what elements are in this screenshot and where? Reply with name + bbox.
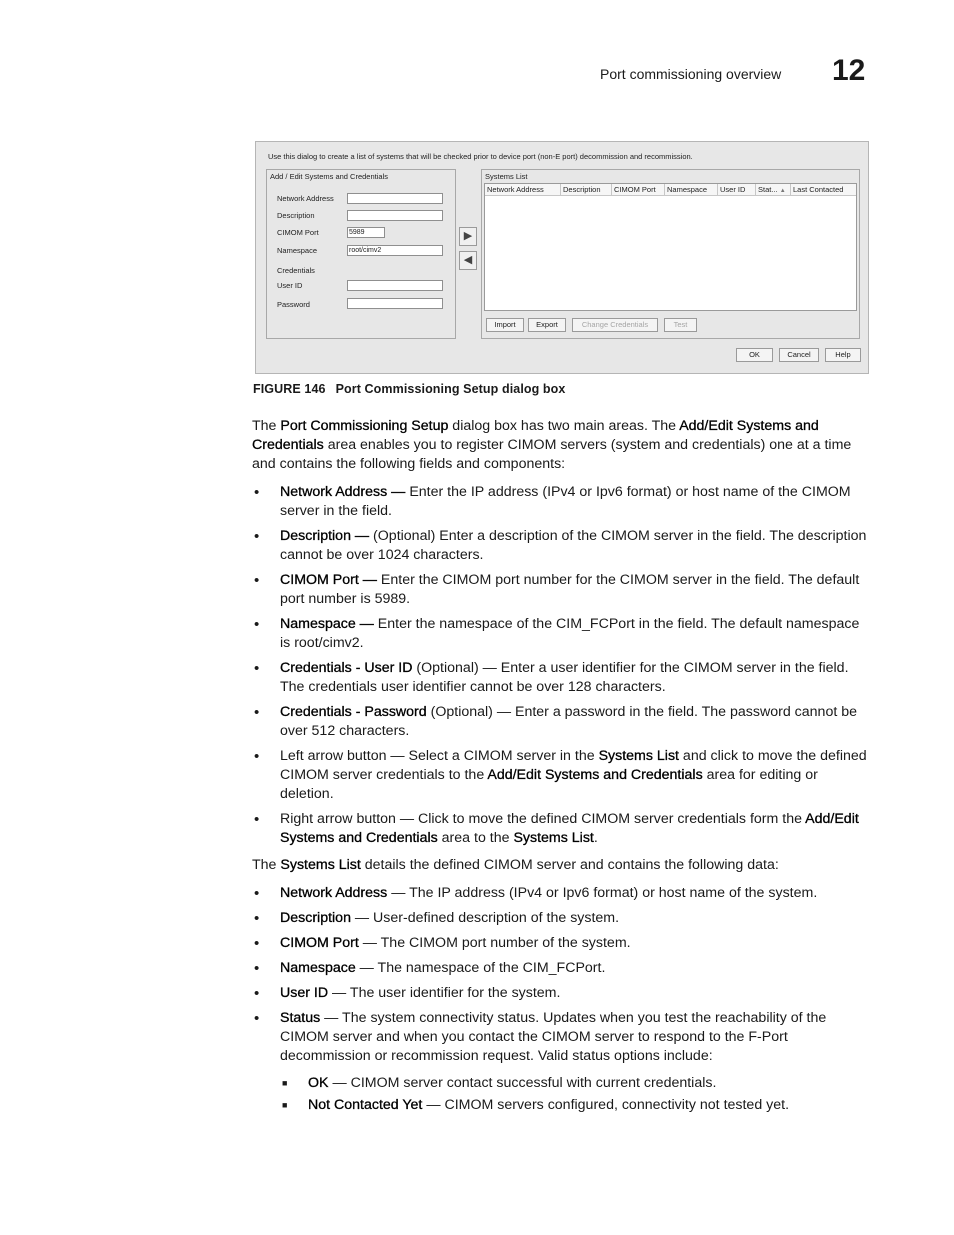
password-label: Password [277,300,310,309]
systems-list-table[interactable] [484,183,857,311]
change-credentials-button[interactable]: Change Credentials [572,318,658,332]
figure-number: FIGURE 146 [253,382,326,396]
export-button[interactable]: Export [528,318,566,332]
chapter-number: 12 [832,54,866,87]
left-arrow-button[interactable] [459,251,477,270]
user-id-label: User ID [277,281,303,290]
left-arrow-icon: ◀ [463,254,473,266]
dialog-intro-text: Use this dialog to create a list of systems that will be checked prior to device port (non-E port) decommission and recommission. [268,152,693,161]
group-title: Add / Edit Systems and Credentials [270,172,388,181]
status-options-list [280,1074,872,1115]
figure-title: Port Commissioning Setup dialog box [335,382,566,396]
col-namespace[interactable]: Namespace [665,184,718,195]
intro-paragraph: The Port Commissioning Setup dialog box has two main areas. The Add/Edit Systems and Credentials area enables you to register CIMOM servers (system and credentials) one at a time and contains the following fields and components: [252,418,852,472]
list-item: • Left arrow button — Select a CIMOM server in the Systems List and click to move the defined CIMOM server credentials to the Add/Edit Systems and Credentials area for editing or deletion. [252,747,872,804]
description-field[interactable] [347,210,443,221]
network-address-field[interactable] [347,193,443,204]
col-status-label: Stat... [758,185,778,194]
col-user-id[interactable]: User ID [718,184,756,195]
test-button[interactable]: Test [664,318,697,332]
list-item: • Description — User-defined description of the system. [252,909,872,928]
list-item: • Status — The system connectivity status. Updates when you test the reachability of the CIMOM server and when you contact the CIMOM server to respond to the F-Port decommission or recommission request. Valid status options include: [252,1009,872,1066]
list-item: • Description — (Optional) Enter a description of the CIMOM server in the field. The description cannot be over 1024 characters. [252,527,872,565]
description-label: Description [277,211,315,220]
help-button[interactable]: Help [825,348,861,362]
systems-list-data [252,884,872,1066]
list-item: • User ID — The user identifier for the system. [252,984,872,1003]
list-item: • CIMOM Port — Enter the CIMOM port number for the CIMOM server in the field. The default port number is 5989. [252,571,872,609]
systems-list-header [485,184,856,196]
col-network-address[interactable]: Network Address [485,184,561,195]
col-cimom-port[interactable]: CIMOM Port [612,184,665,195]
ok-button[interactable]: OK [736,348,773,362]
credentials-label: Credentials [277,266,315,275]
list-item: • Network Address — The IP address (IPv4 or Ipv6 format) or host name of the system. [252,884,872,903]
list-item: ■ OK — CIMOM server contact successful with current credentials. [280,1074,872,1093]
list-item: • Network Address — Enter the IP address (IPv4 or Ipv6 format) or host name of the CIMOM server in the field. [252,483,872,521]
cancel-button[interactable]: Cancel [779,348,819,362]
list-item: • Right arrow button — Click to move the defined CIMOM server credentials form the Add/Edit Systems and Credentials area to the Systems List. [252,810,872,848]
fields-list [252,483,872,848]
user-id-field[interactable] [347,280,443,291]
list-item: • Credentials - User ID (Optional) — Enter a user identifier for the CIMOM server in the field. The credentials user identifier cannot be over 128 characters. [252,659,872,697]
import-button[interactable]: Import [486,318,524,332]
right-arrow-icon: ▶ [463,230,473,242]
list-item: • Namespace — The namespace of the CIM_FCPort. [252,959,872,978]
password-field[interactable] [347,298,443,309]
systems-list-group [481,169,860,339]
systems-list-paragraph: The Systems List details the defined CIMOM server and contains the following data: [252,857,779,873]
col-description[interactable]: Description [561,184,612,195]
cimom-port-label: CIMOM Port [277,228,319,237]
port-commissioning-setup-dialog [255,141,869,374]
right-arrow-button[interactable] [459,227,477,246]
list-item: • Namespace — Enter the namespace of the CIM_FCPort in the field. The default namespace is root/cimv2. [252,615,872,653]
namespace-field[interactable]: root/cimv2 [347,245,443,256]
figure-caption [253,382,565,396]
group-title: Systems List [485,172,528,181]
page-header-title: Port commissioning overview [600,66,782,82]
list-item: • CIMOM Port — The CIMOM port number of the system. [252,934,872,953]
list-item: • Credentials - Password (Optional) — Enter a password in the field. The password cannot be over 512 characters. [252,703,872,741]
sort-ascending-icon: ▲ [779,188,786,194]
list-item: ■ Not Contacted Yet — CIMOM servers configured, connectivity not tested yet. [280,1096,872,1115]
network-address-label: Network Address [277,194,334,203]
col-last-contacted[interactable]: Last Contacted [793,185,844,194]
add-edit-systems-group [266,169,456,339]
cimom-port-field[interactable]: 5989 [347,227,385,238]
namespace-label: Namespace [277,246,318,255]
body-content [252,417,872,1123]
col-status[interactable] [756,184,791,195]
